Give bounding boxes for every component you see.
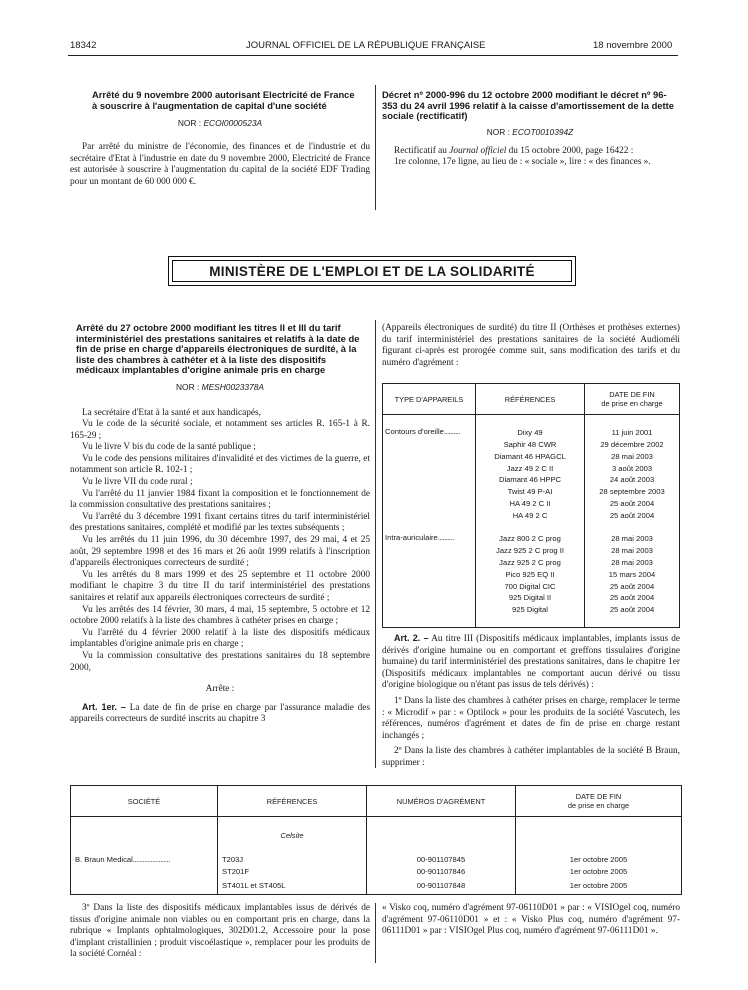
reference-cell: Jazz 925 2 C prog	[476, 557, 585, 569]
col-header-refs: RÉFÉRENCES	[218, 786, 367, 817]
approval-cell: 00-901107846	[367, 866, 516, 878]
reference-cell: Pico 925 EQ II	[476, 568, 585, 580]
date-cell: 1er octobre 2005	[516, 866, 682, 878]
visa-paragraph: Vu les arrêtés du 11 juin 1996, du 30 décembre 1997, des 29 mai, 4 et 25 août, 29 septembre 1998 et des 16 mars et 26 août 1999 relatifs à l'inscription d'appareils électroniques correcteurs de surdité ;	[70, 535, 370, 569]
ministry-title: MINISTÈRE DE L'EMPLOI ET DE LA SOLIDARITÉ	[172, 260, 572, 282]
end-date-cell: 15 mars 2004	[585, 568, 680, 580]
end-date-cell: 25 août 2004	[585, 509, 680, 521]
decree-cades-body: Rectificatif au Journal officiel du 15 octobre 2000, page 16422 : 1re colonne, 17e ligne, au lieu de : « sociale », lire : « des finances ».	[394, 145, 651, 168]
arrete-heading: Arrête :	[205, 684, 235, 695]
end-date-cell: 28 septembre 2003	[585, 486, 680, 498]
visa-paragraph: Vu les arrêtés des 14 février, 30 mars, 4 mai, 15 septembre, 5 octobre et 12 octobre 2000 relatifs à la liste des chambres à cathéter prises en charge ;	[70, 604, 370, 627]
visa-paragraph: La secrétaire d'Etat à la santé et aux handicapés,	[82, 407, 261, 418]
article-2-block	[382, 633, 680, 770]
end-date-cell: 24 août 2003	[585, 474, 680, 486]
date-cell: 1er octobre 2005	[516, 878, 682, 895]
col-header-company: SOCIÉTÉ	[71, 786, 218, 817]
journal-title: JOURNAL OFFICIEL DE LA RÉPUBLIQUE FRANÇAISE	[246, 40, 486, 51]
table-row	[71, 878, 682, 895]
main-decree-nor: NOR : MESH0023378A	[176, 381, 264, 392]
main-decree-visas	[70, 408, 370, 726]
visa-paragraph: Vu l'arrêté du 11 janvier 1984 fixant la composition et le fonctionnement de la commission consultative des prestations sanitaires ;	[70, 488, 370, 511]
table-row	[383, 580, 680, 592]
table-row	[383, 439, 680, 451]
date-cell: 1er octobre 2005	[516, 853, 682, 865]
article-2-item-3: 3º Dans la liste des dispositifs médicaux implantables issus de dérivés de tissus d'origine animale non viables ou en comportant pris en charge, dans la rubrique « Implants ophtalmologiques, 302D01.2, Accessoire pour la pose d'implant cristallinien ; produit viscoélastique », remplacer pour les produits de la société Cornéal :	[70, 903, 370, 960]
end-date-cell: 29 décembre 2002	[585, 439, 680, 451]
device-type-cell: Intra-auriculaire..........	[383, 533, 476, 545]
end-date-cell: 25 août 2004	[585, 498, 680, 510]
device-type-cell: Contours d'oreille..........	[383, 427, 476, 439]
reference-cell: Dixy 49	[476, 427, 585, 439]
col-header-approval: NUMÉROS D'AGRÉMENT	[367, 786, 516, 817]
reference-cell: 925 Digital II	[476, 592, 585, 604]
table-row	[71, 853, 682, 865]
main-decree	[70, 323, 370, 726]
ref-cell: ST201F	[218, 866, 367, 878]
visa-paragraph: Vu le livre V bis du code de la santé publique ;	[82, 442, 256, 453]
reference-cell: 700 Digital CIC	[476, 580, 585, 592]
col-header-date: DATE DE FIN de prise en charge	[585, 384, 680, 415]
table-row	[383, 557, 680, 569]
end-date-cell: 11 juin 2001	[585, 427, 680, 439]
end-date-cell: 28 mai 2003	[585, 557, 680, 569]
table-row	[383, 462, 680, 474]
visa-paragraph: Vu le code de la sécurité sociale, et notamment ses articles R. 165-1 à R. 165-29 ;	[70, 419, 370, 441]
approval-cell: 00-901107848	[367, 878, 516, 895]
table-row	[383, 450, 680, 462]
table-row	[383, 474, 680, 486]
end-date-cell: 28 mai 2003	[585, 450, 680, 462]
approval-cell: 00-901107845	[367, 853, 516, 865]
table-row	[383, 592, 680, 604]
visa-paragraph: Vu les arrêtés du 8 mars 1999 et des 25 septembre et 11 octobre 2000 modifiant le chapitre 3 du titre II du tarif interministériel des prestations sanitaires et relatif aux appareils électroniques correcteurs de surdité ;	[70, 569, 370, 603]
reference-cell: Jazz 925 2 C prog II	[476, 545, 585, 557]
end-date-cell: 28 mai 2003	[585, 545, 680, 557]
visa-paragraph: Vu l'arrêté du 3 décembre 1991 fixant certains titres du tarif interministériel des prestations sanitaires, complété et modifié par les textes subséquents ;	[70, 511, 370, 534]
article-2-item-3-cont: « Visko coq, numéro d'agrément 97-06110D01 » par : « VISIOgel coq, numéro d'agrément 97-06110D01 » et : « Visko Plus coq, numéro d'agrément 97-06111D01 » par : VISIOgel Plus coq, numéro d'agrément 97-06111D01 ».	[382, 903, 680, 937]
table-row	[71, 866, 682, 878]
table-row	[383, 498, 680, 510]
visa-paragraph: Vu le livre VII du code rural ;	[82, 477, 193, 488]
end-date-cell: 28 mai 2003	[585, 533, 680, 545]
end-date-cell: 3 août 2003	[585, 462, 680, 474]
reference-cell: Diamant 46 HPAGCL	[476, 450, 585, 462]
end-date-cell: 25 août 2004	[585, 604, 680, 616]
column-divider	[375, 903, 376, 963]
ref-cell: ST401L et ST405L	[218, 878, 367, 895]
reference-cell: HA 49 2 C II	[476, 498, 585, 510]
table-row	[383, 604, 680, 616]
decree-cades-nor: NOR : ECOT0010394Z	[486, 126, 574, 137]
product-name: Celsite	[218, 829, 367, 841]
catheter-chambers-table	[70, 785, 682, 895]
reference-cell: 925 Digital	[476, 604, 585, 616]
table-row	[383, 509, 680, 521]
column-divider	[375, 85, 376, 210]
table-row	[383, 533, 680, 545]
col-header-type: TYPE D'APPAREILS	[383, 384, 476, 415]
reference-cell: Saphir 48 CWR	[476, 439, 585, 451]
decree-cades-title: Décret nº 2000-996 du 12 octobre 2000 modifiant le décret nº 96-353 du 24 avril 1996 relatif à la caisse d'amortissement de la dette sociale (rectificatif)	[382, 89, 674, 121]
col-header-refs: RÉFÉRENCES	[476, 384, 585, 415]
decree-edf-body: Par arrêté du ministre de l'économie, des finances et de l'industrie et du secrétaire d'Etat à l'industrie en date du 9 novembre 2000, Electricité de France est autorisée à souscrire à l'augmentation du capital de la société EDF Trading pour un montant de 60 000 000 €.	[70, 142, 370, 187]
article-2-item-2: 2º Dans la liste des chambres à cathéter implantables de la société B Braun, supprimer :	[382, 746, 680, 768]
table-row	[383, 486, 680, 498]
main-decree-title: Arrêté du 27 octobre 2000 modifiant les titres II et III du tarif interministériel des prestations sanitaires et relatifs à la date de fin de prise en charge d'appareils électroniques de surdité, à la liste des chambres à cathéter et à la liste des dispositifs médicaux implantables d'origine animale pris en charge	[76, 322, 360, 375]
decree-edf	[70, 90, 370, 188]
reference-cell: Jazz 49 2 C II	[476, 462, 585, 474]
article-2: Art. 2. – Au titre III (Dispositifs médicaux implantables, implants issus de dérivés d'origine humaine ou en comportant et greffons tissulaires d'origine humaine) du tarif interministériel des prestations sanitaires, dans le chapitre 1er (Dispositifs médicaux implantables ne comportant aucun dérivé ou tissu d'origine biologique ou n'étant pas issus de tels dérivés) :	[382, 633, 681, 691]
column-divider	[375, 320, 376, 768]
reference-cell: Jazz 800 2 C prog	[476, 533, 585, 545]
reference-cell: Twist 49 P-AI	[476, 486, 585, 498]
hearing-aids-table	[382, 383, 680, 628]
table-row	[383, 545, 680, 557]
issue-date: 18 novembre 2000	[593, 40, 673, 51]
header-rule	[68, 55, 678, 56]
page-number: 18342	[70, 40, 97, 51]
decree-edf-title: Arrêté du 9 novembre 2000 autorisant Electricité de France à souscrire à l'augmentation de capital d'une société	[92, 89, 355, 111]
article-1: Art. 1er. – La date de fin de prise en charge par l'assurance maladie des appareils correcteurs de surdité inscrits au chapitre 3	[70, 701, 370, 725]
visa-paragraph: Vu la commission consultative des prestations sanitaires du 18 septembre 2000,	[70, 650, 370, 673]
table-row	[383, 568, 680, 580]
ref-cell: T203J	[218, 853, 367, 865]
end-date-cell: 25 août 2004	[585, 580, 680, 592]
company-cell: B. Braun Medical.......................	[71, 853, 218, 865]
article-2-item-1: 1º Dans la liste des chambres à cathéter prises en charge, remplacer le terme : « Microdif » par : « Optilock » pour les produits de la société Vascutech, les références, numéros d'agrément et dates de fin de prise en charge restant inchangés ;	[382, 695, 680, 741]
table-row	[383, 427, 680, 439]
table1-intro: (Appareils électroniques de surdité) du titre II (Orthèses et prothèses externes) du tarif interministériel des prestations sanitaires de la société Audioméli figurant ci-après est prorogée comme suit, sans modification des tarifs et du numéro d'agrément :	[382, 323, 680, 368]
end-date-cell: 25 août 2004	[585, 592, 680, 604]
decree-cades	[382, 90, 678, 169]
visa-paragraph: Vu l'arrêté du 4 février 2000 relatif à la liste des dispositifs médicaux implantables d'origine animale pris en charge ;	[70, 627, 370, 650]
visa-paragraph: Vu le code des pensions militaires d'invalidité et des victimes de la guerre, et notamment son article R. 102-1 ;	[70, 453, 370, 476]
reference-cell: Diamant 46 HPPC	[476, 474, 585, 486]
main-decree-right	[382, 323, 680, 369]
ministry-banner	[168, 256, 576, 286]
decree-edf-nor: NOR : ECOI0000523A	[177, 118, 263, 128]
col-header-date: DATE DE FIN de prise en charge	[516, 786, 682, 817]
reference-cell: HA 49 2 C	[476, 509, 585, 521]
